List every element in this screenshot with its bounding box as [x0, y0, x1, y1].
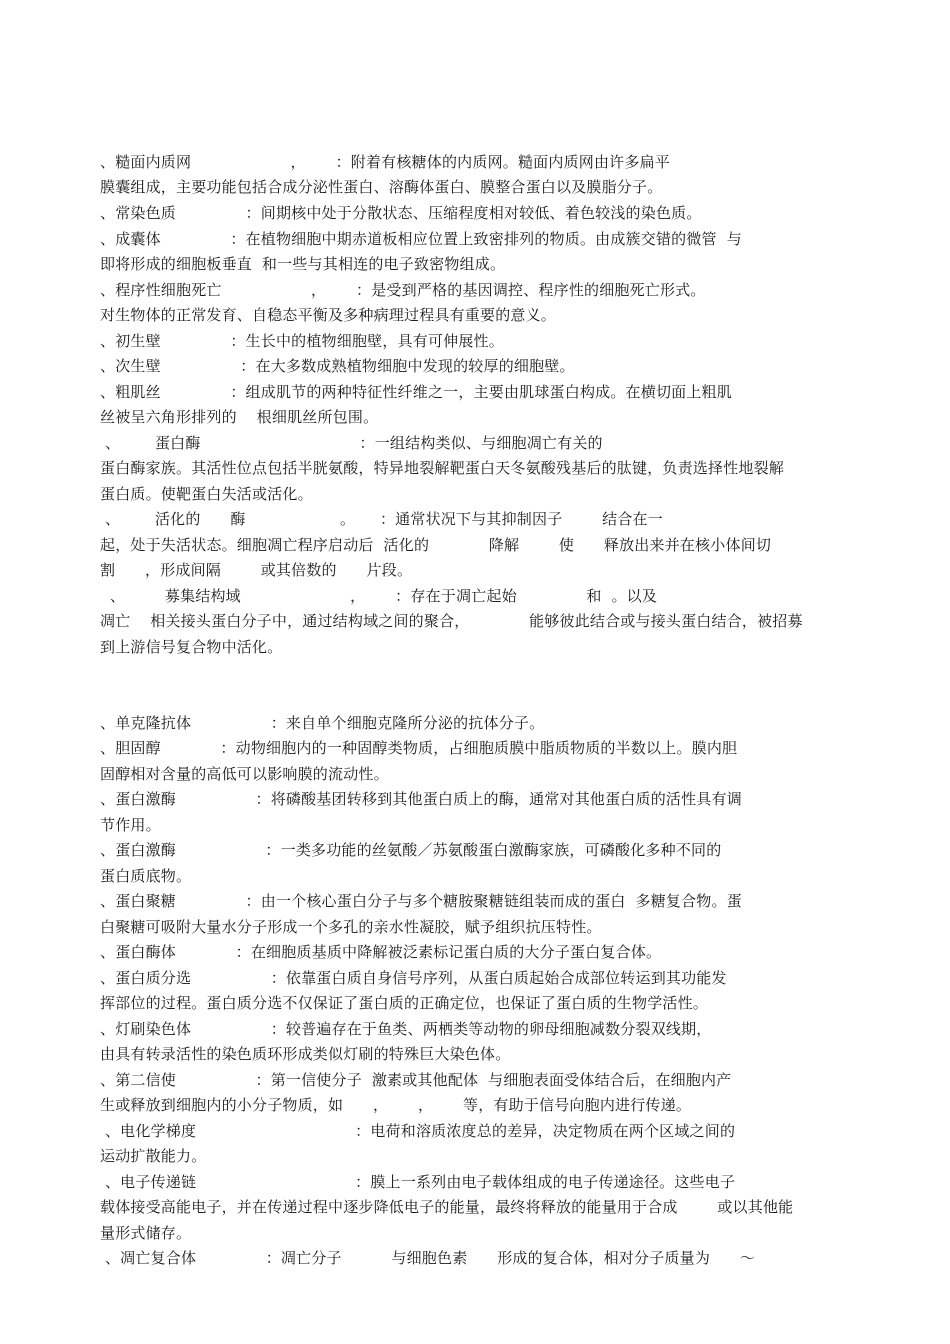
text-line: 、电化学梯度 ：电荷和溶质浓度总的差异，决定物质在两个区域之间的 — [100, 1122, 736, 1140]
text-line: 、 蛋白酶 ：一组结构类似、与细胞凋亡有关的 — [100, 434, 603, 452]
text-line: 、粗肌丝 ：组成肌节的两种特征性纤维之一，主要由肌球蛋白构成。在横切面上粗肌 — [100, 383, 732, 401]
text-line: 、 活化的 酶 。 ：通常状况下与其抑制因子 结合在一 — [100, 510, 663, 528]
text-line: 、初生壁 ：生长中的植物细胞壁，具有可伸展性。 — [100, 332, 504, 350]
text-line: 起，处于失活状态。细胞凋亡程序启动后 活化的 降解 使 释放出来并在核小体间切 — [100, 536, 772, 554]
text-line: 运动扩散能力。 — [100, 1147, 207, 1165]
text-line: 、常染色质 ：间期核中处于分散状态、压缩程度相对较低、着色较浅的染色质。 — [100, 204, 702, 222]
text-line: 、程序性细胞死亡 ， ：是受到严格的基因调控、程序性的细胞死亡形式。 — [100, 281, 706, 299]
text-line: 量形式储存。 — [100, 1224, 192, 1242]
text-line: 挥部位的过程。蛋白质分选不仅保证了蛋白质的正确定位，也保证了蛋白质的生物学活性。 — [100, 994, 709, 1012]
text-line: 、蛋白激酶 ：一类多功能的丝氨酸／苏氨酸蛋白激酶家族，可磷酸化多种不同的 — [100, 841, 722, 859]
text-line: 蛋白酶家族。其活性位点包括半胱氨酸，特异地裂解靶蛋白天冬氨酸残基后的肽键，负责选择性地裂解 — [100, 459, 785, 477]
text-line: 、胆固醇 ：动物细胞内的一种固醇类物质，占细胞质膜中脂质物质的半数以上。膜内胆 — [100, 739, 738, 757]
text-line: 、 募集结构域 ， ：存在于凋亡起始 和 。以及 — [100, 587, 658, 605]
text-line: 、蛋白质分选 ：依靠蛋白质自身信号序列，从蛋白质起始合成部位转运到其功能发 — [100, 969, 727, 987]
text-line: 蛋白质底物。 — [100, 867, 192, 885]
text-line: 、次生壁 ：在大多数成熟植物细胞中发现的较厚的细胞壁。 — [100, 357, 575, 375]
text-line: 割 ，形成间隔 或其倍数的 片段。 — [100, 561, 413, 579]
text-line: 、电子传递链 ：膜上一系列由电子载体组成的电子传递途径。这些电子 — [100, 1173, 736, 1191]
text-line: 、蛋白激酶 ：将磷酸基团转移到其他蛋白质上的酶，通常对其他蛋白质的活性具有调 — [100, 790, 742, 808]
text-line: 、蛋白聚糖 ：由一个核心蛋白分子与多个糖胺聚糖链组装而成的蛋白 多糖复合物。蛋 — [100, 892, 742, 910]
text-line: 生或释放到细胞内的小分子物质，如 ， ， 等，有助于信号向胞内进行传递。 — [100, 1096, 692, 1114]
text-line: 对生物体的正常发育、自稳态平衡及多种病理过程具有重要的意义。 — [100, 306, 557, 324]
text-line: 载体接受高能电子，并在传递过程中逐步降低电子的能量，最终将释放的能量用于合成 或以其他能 — [100, 1198, 794, 1216]
text-line: 膜囊组成，主要功能包括合成分泌性蛋白、溶酶体蛋白、膜整合蛋白以及膜脂分子。 — [100, 178, 663, 196]
text-line: 、灯刷染色体 ：较普遍存在于鱼类、两栖类等动物的卵母细胞减数分裂双线期， — [100, 1020, 712, 1038]
text-line: 蛋白质。使靶蛋白失活或活化。 — [100, 485, 313, 503]
text-line: 由具有转录活性的染色质环形成类似灯刷的特殊巨大染色体。 — [100, 1045, 511, 1063]
text-line: 、单克隆抗体 ：来自单个细胞克隆所分泌的抗体分子。 — [100, 714, 545, 732]
text-line: 丝被呈六角形排列的 根细肌丝所包围。 — [100, 408, 379, 426]
text-line: 、第二信使 ：第一信使分子 激素或其他配体 与细胞表面受体结合后，在细胞内产 — [100, 1071, 732, 1089]
text-line: 即将形成的细胞板垂直 和一些与其相连的电子致密物组成。 — [100, 255, 506, 273]
text-line: 、蛋白酶体 ：在细胞质基质中降解被泛素标记蛋白质的大分子蛋白复合体。 — [100, 943, 662, 961]
text-line: 白聚糖可吸附大量水分子形成一个多孔的亲水性凝胶，赋予组织抗压特性。 — [100, 918, 602, 936]
text-line: 固醇相对含量的高低可以影响膜的流动性。 — [100, 765, 389, 783]
text-line: 节作用。 — [100, 816, 161, 834]
text-line: 、糙面内质网 ， ：附着有核糖体的内质网。糙面内质网由许多扁平 — [100, 153, 670, 171]
text-line: 、成囊体 ：在植物细胞中期赤道板相应位置上致密排列的物质。由成簇交错的微管 与 — [100, 230, 742, 248]
text-line: 凋亡 相关接头蛋白分子中，通过结构域之间的聚合， 能够彼此结合或与接头蛋白结合，被招募 — [100, 612, 803, 630]
text-line: 到上游信号复合物中活化。 — [100, 638, 283, 656]
text-line: 、凋亡复合体 ：凋亡分子 与细胞色素 形成的复合体，相对分子质量为 ～ — [100, 1249, 756, 1267]
